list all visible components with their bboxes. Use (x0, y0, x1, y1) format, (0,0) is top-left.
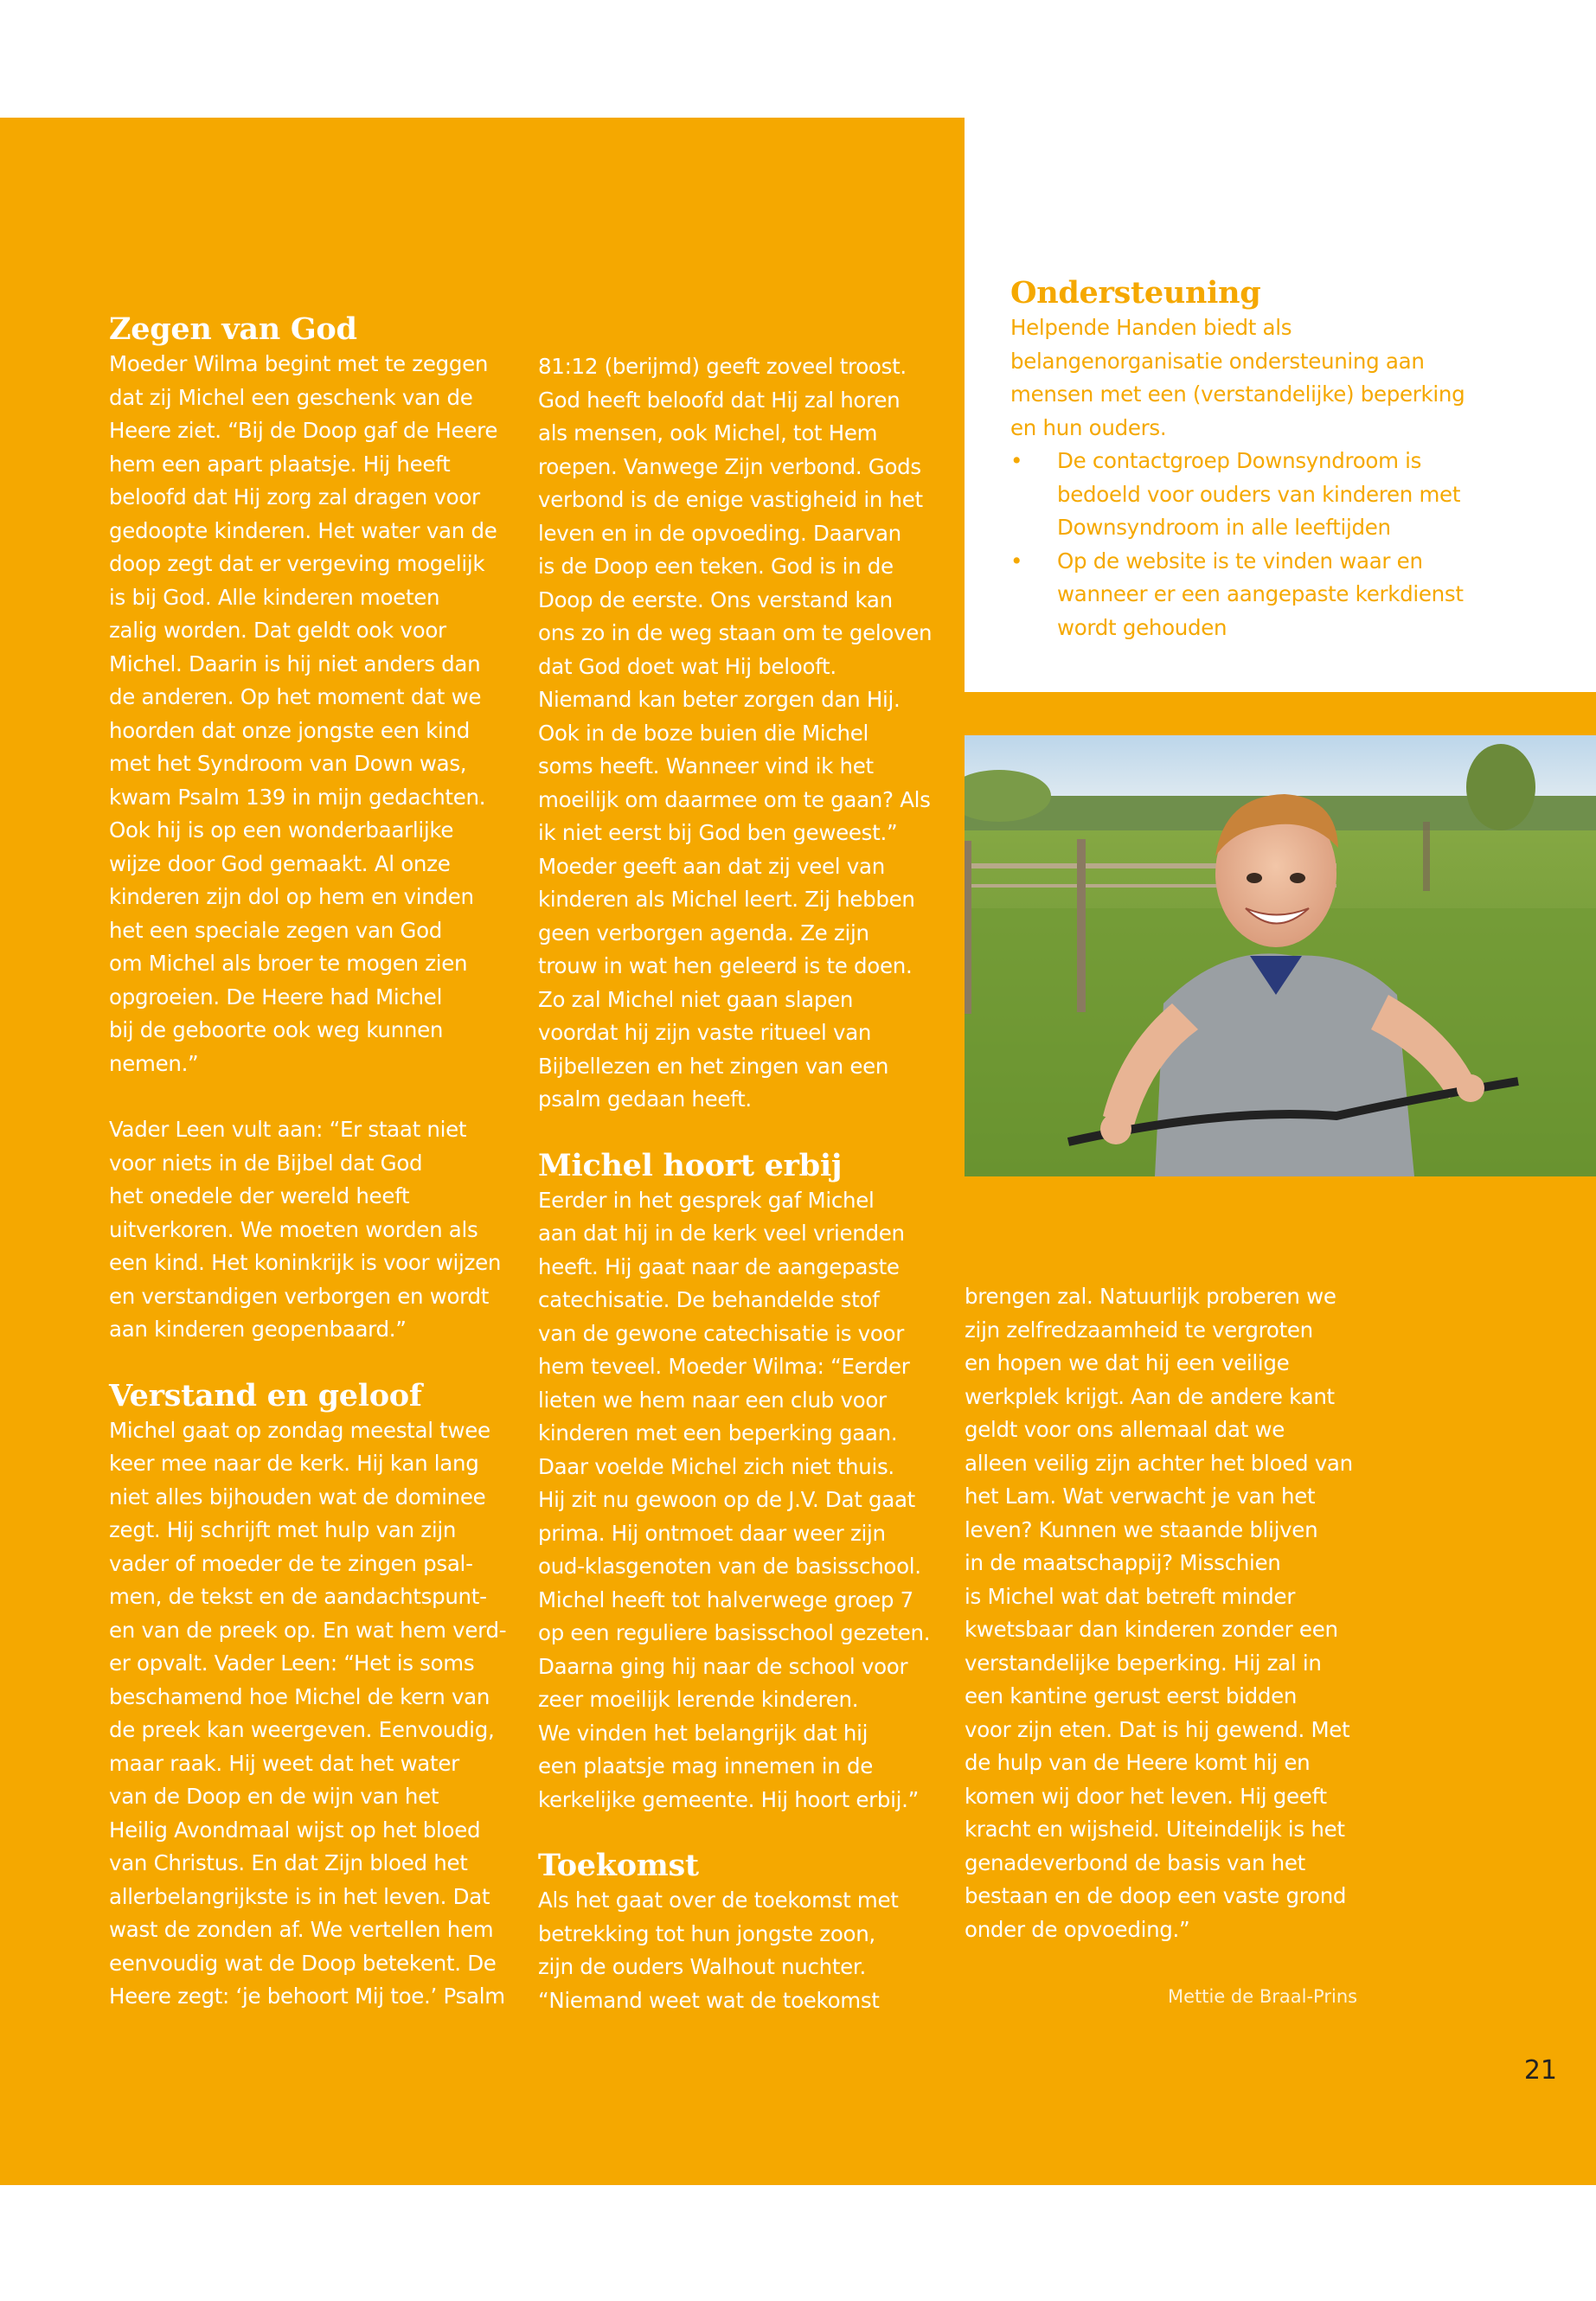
text-line: roepen. Vanwege Zijn verbond. Gods (538, 453, 921, 479)
text-line: Michel. Daarin is hij niet anders dan (109, 651, 481, 676)
text-line: maar raak. Hij weet dat het water (109, 1750, 459, 1776)
text-line: brengen zal. Natuurlijk proberen we (965, 1284, 1336, 1309)
text-line: wordt gehouden (1057, 614, 1227, 640)
text-line: is bij God. Alle kinderen moeten (109, 584, 440, 610)
heading-ondersteuning: Ondersteuning (1010, 275, 1261, 311)
text-line: Michel gaat op zondag meestal twee (109, 1417, 490, 1443)
text-line: uitverkoren. We moeten worden als (109, 1216, 478, 1242)
text-line: en verstandigen verborgen en wordt (109, 1283, 490, 1309)
text-line: Eerder in het gesprek gaf Michel (538, 1187, 875, 1213)
text-line: Daar voelde Michel zich niet thuis. (538, 1453, 894, 1479)
text-line: om Michel als broer te mogen zien (109, 951, 468, 976)
box-bullet-item (1010, 545, 1495, 645)
text-line: komen wij door het leven. Hij geeft (965, 1783, 1327, 1809)
text-line: ik niet eerst bij God ben geweest.” (538, 820, 898, 845)
author-credit: Mettie de Braal-Prins (1168, 1986, 1358, 2007)
text-line: nemen.” (109, 1050, 199, 1076)
heading-toekomst: Toekomst (538, 1848, 699, 1883)
text-line: 81:12 (berijmd) geeft zoveel troost. (538, 354, 907, 379)
text-line: aan dat hij in de kerk veel vrienden (538, 1221, 905, 1246)
paragraph-5 (538, 1184, 945, 1817)
text-line: op een reguliere basisschool gezeten. (538, 1620, 931, 1645)
text-line: er opvalt. Vader Leen: “Het is soms (109, 1650, 475, 1676)
text-line: allerbelangrijkste is in het leven. Dat (109, 1883, 490, 1909)
text-line: Helpende Handen biedt als (1010, 315, 1292, 340)
text-line: betrekking tot hun jongste zoon, (538, 1920, 875, 1946)
text-line: de hulp van de Heere komt hij en (965, 1750, 1311, 1775)
text-line: dat zij Michel een geschenk van de (109, 384, 473, 410)
text-line: Niemand kan beter zorgen dan Hij. (538, 687, 901, 712)
article-column-1 (109, 311, 516, 2014)
heading-verstand-en-geloof: Verstand en geloof (109, 1377, 422, 1413)
text-line: geen verborgen agenda. Ze zijn (538, 920, 869, 945)
text-line: bedoeld voor ouders van kinderen met (1057, 481, 1461, 507)
text-line: kinderen met een beperking gaan. (538, 1420, 898, 1445)
text-line: beloofd dat Hij zorg zal dragen voor (109, 484, 480, 510)
text-line: van de Doop en de wijn van het (109, 1784, 439, 1809)
bullet-icon: • (1010, 548, 1023, 574)
box-intro (1010, 311, 1495, 445)
text-line: alleen veilig zijn achter het bloed van (965, 1450, 1353, 1476)
paragraph-1 (109, 348, 516, 1080)
text-line: en van de preek op. En wat hem verd- (109, 1617, 507, 1643)
box-bullet-list (1010, 445, 1495, 644)
box-bullet-item (1010, 445, 1495, 545)
text-line: men, de tekst en de aandachtspunt- (109, 1584, 487, 1609)
text-line: de anderen. Op het moment dat we (109, 684, 482, 709)
text-line: van Christus. En dat Zijn bloed het (109, 1850, 468, 1875)
text-line: het Lam. Wat verwacht je van het (965, 1484, 1316, 1509)
text-line: God heeft beloofd dat Hij zal horen (538, 387, 901, 413)
text-line: Heere zegt: ‘je behoort Mij toe.’ Psalm (109, 1984, 505, 2009)
text-line: psalm gedaan heeft. (538, 1086, 752, 1112)
text-line: de preek kan weergeven. Eenvoudig, (109, 1717, 495, 1742)
text-line: Ook in de boze buien die Michel (538, 720, 869, 746)
text-line: soms heeft. Wanneer vind ik het (538, 753, 874, 779)
text-line: De contactgroep Downsyndroom is (1057, 448, 1422, 473)
text-line: Moeder Wilma begint met te zeggen (109, 351, 489, 376)
text-line: werkplek krijgt. Aan de andere kant (965, 1383, 1335, 1409)
text-line: hem teveel. Moeder Wilma: “Eerder (538, 1354, 910, 1379)
text-line: kracht en wijsheid. Uiteindelijk is het (965, 1817, 1345, 1842)
text-line: Vader Leen vult aan: “Er staat niet (109, 1117, 467, 1142)
text-line: prima. Hij ontmoet daar weer zijn (538, 1520, 886, 1546)
text-line: het onedele der wereld heeft (109, 1183, 410, 1208)
text-line: wast de zonden af. We vertellen hem (109, 1917, 494, 1942)
text-line: kinderen als Michel leert. Zij hebben (538, 887, 915, 912)
text-line: We vinden het belangrijk dat hij (538, 1720, 869, 1746)
text-line: Hij zit nu gewoon op de J.V. Dat gaat (538, 1487, 915, 1512)
text-line: Doop de eerste. Ons verstand kan (538, 586, 893, 612)
ondersteuning-box (1010, 275, 1495, 644)
text-line: Bijbellezen en het zingen van een (538, 1053, 889, 1079)
text-line: leven en in de opvoeding. Daarvan (538, 520, 901, 546)
text-line: verstandelijke beperking. Hij zal in (965, 1650, 1322, 1676)
text-line: van de gewone catechisatie is voor (538, 1320, 905, 1346)
text-line: mensen met een (verstandelijke) beperking (1010, 381, 1465, 407)
text-line: en hun ouders. (1010, 414, 1167, 440)
text-line: niet alles bijhouden wat de dominee (109, 1484, 486, 1509)
text-line: Op de website is te vinden waar en (1057, 548, 1423, 574)
text-line: en hopen we dat hij een veilige (965, 1350, 1290, 1375)
paragraph-7 (965, 1280, 1371, 1946)
text-line: leven? Kunnen we staande blijven (965, 1516, 1318, 1542)
paragraph-6 (538, 1884, 945, 2017)
text-line: trouw in wat hen geleerd is te doen. (538, 953, 913, 978)
text-line: voor niets in de Bijbel dat God (109, 1150, 423, 1176)
paragraph-4 (538, 350, 945, 1117)
text-line: kerkelijke gemeente. Hij hoort erbij.” (538, 1786, 920, 1812)
text-line: met het Syndroom van Down was, (109, 751, 467, 776)
text-line: bestaan en de doop een vaste grond (965, 1883, 1347, 1908)
text-line: is de Doop een teken. God is in de (538, 554, 894, 579)
text-line: aan kinderen geopenbaard.” (109, 1317, 407, 1342)
text-line: kwetsbaar dan kinderen zonder een (965, 1617, 1338, 1642)
text-line: verbond is de enige vastigheid in het (538, 487, 923, 512)
text-line: Heilig Avondmaal wijst op het bloed (109, 1817, 481, 1843)
text-line: een kantine gerust eerst bidden (965, 1683, 1298, 1708)
text-line: bij de geboorte ook weg kunnen (109, 1017, 444, 1042)
text-line: genadeverbond de basis van het (965, 1849, 1305, 1875)
text-line: catechisatie. De behandelde stof (538, 1287, 880, 1312)
article-column-2 (538, 350, 945, 2017)
text-line: voordat hij zijn vaste ritueel van (538, 1020, 872, 1045)
text-line: zijn zelfredzaamheid te vergroten (965, 1317, 1313, 1343)
text-line: hem een apart plaatsje. Hij heeft (109, 451, 451, 477)
text-line: geldt voor ons allemaal dat we (965, 1417, 1285, 1442)
paragraph-2 (109, 1113, 516, 1347)
text-line: in de maatschappij? Misschien (965, 1550, 1281, 1575)
text-line: beschamend hoe Michel de kern van (109, 1683, 490, 1709)
text-line: een kind. Het koninkrijk is voor wijzen (109, 1250, 502, 1275)
bullet-icon: • (1010, 448, 1023, 473)
text-line: een plaatsje mag innemen in de (538, 1753, 874, 1779)
text-line: wanneer er een aangepaste kerkdienst (1057, 581, 1464, 606)
text-line: keer mee naar de kerk. Hij kan lang (109, 1451, 479, 1476)
text-line: wijze door God gemaakt. Al onze (109, 850, 451, 876)
heading-zegen-van-god: Zegen van God (109, 311, 357, 347)
text-line: Daarna ging hij naar de school voor (538, 1653, 908, 1679)
text-line: oud-klasgenoten van de basisschool. (538, 1554, 921, 1579)
text-line: voor zijn eten. Dat is hij gewend. Met (965, 1716, 1350, 1742)
text-line: zalig worden. Dat geldt ook voor (109, 618, 446, 643)
heading-michel-hoort-erbij: Michel hoort erbij (538, 1147, 843, 1183)
text-line: lieten we hem naar een club voor (538, 1387, 887, 1413)
text-line: eenvoudig wat de Doop betekent. De (109, 1950, 497, 1976)
text-line: Michel heeft tot halverwege groep 7 (538, 1586, 913, 1612)
text-line: is Michel wat dat betreft minder (965, 1583, 1296, 1609)
text-line: ons zo in de weg staan om te geloven (538, 620, 933, 645)
text-line: vader of moeder de te zingen psal- (109, 1550, 473, 1576)
text-line: Heere ziet. “Bij de Doop gaf de Heere (109, 418, 498, 443)
text-line: Zo zal Michel niet gaan slapen (538, 986, 854, 1012)
text-line: Ook hij is op een wonderbaarlijke (109, 817, 454, 843)
text-line: kinderen zijn dol op hem en vinden (109, 884, 474, 909)
text-line: zeer moeilijk lerende kinderen. (538, 1687, 859, 1712)
text-line: als mensen, ook Michel, tot Hem (538, 420, 878, 445)
text-line: onder de opvoeding.” (965, 1916, 1190, 1942)
text-line: Moeder geeft aan dat zij veel van (538, 853, 885, 879)
text-line: zijn de ouders Walhout nuchter. (538, 1954, 866, 1979)
page-number: 21 (1523, 2055, 1557, 2086)
text-line: hoorden dat onze jongste een kind (109, 717, 471, 743)
text-line: Als het gaat over de toekomst met (538, 1888, 899, 1913)
text-line: belangenorganisatie ondersteuning aan (1010, 348, 1425, 374)
article-column-3 (965, 1280, 1371, 1946)
text-line: moeilijk om daarmee om te gaan? Als (538, 786, 931, 812)
text-line: opgroeien. De Heere had Michel (109, 984, 443, 1009)
text-line: Downsyndroom in alle leeftijden (1057, 515, 1391, 540)
text-line: “Niemand weet wat de toekomst (538, 1987, 880, 2013)
text-line: doop zegt dat er vergeving mogelijk (109, 551, 485, 576)
text-line: dat God doet wat Hij belooft. (538, 653, 836, 679)
paragraph-3 (109, 1414, 516, 2014)
text-line: zegt. Hij schrijft met hulp van zijn (109, 1517, 457, 1542)
text-line: kwam Psalm 139 in mijn gedachten. (109, 784, 486, 810)
photo-boy-on-bike (965, 735, 1596, 1176)
text-line: gedoopte kinderen. Het water van de (109, 517, 497, 543)
text-line: heeft. Hij gaat naar de aangepaste (538, 1253, 900, 1279)
text-line: het een speciale zegen van God (109, 917, 443, 943)
